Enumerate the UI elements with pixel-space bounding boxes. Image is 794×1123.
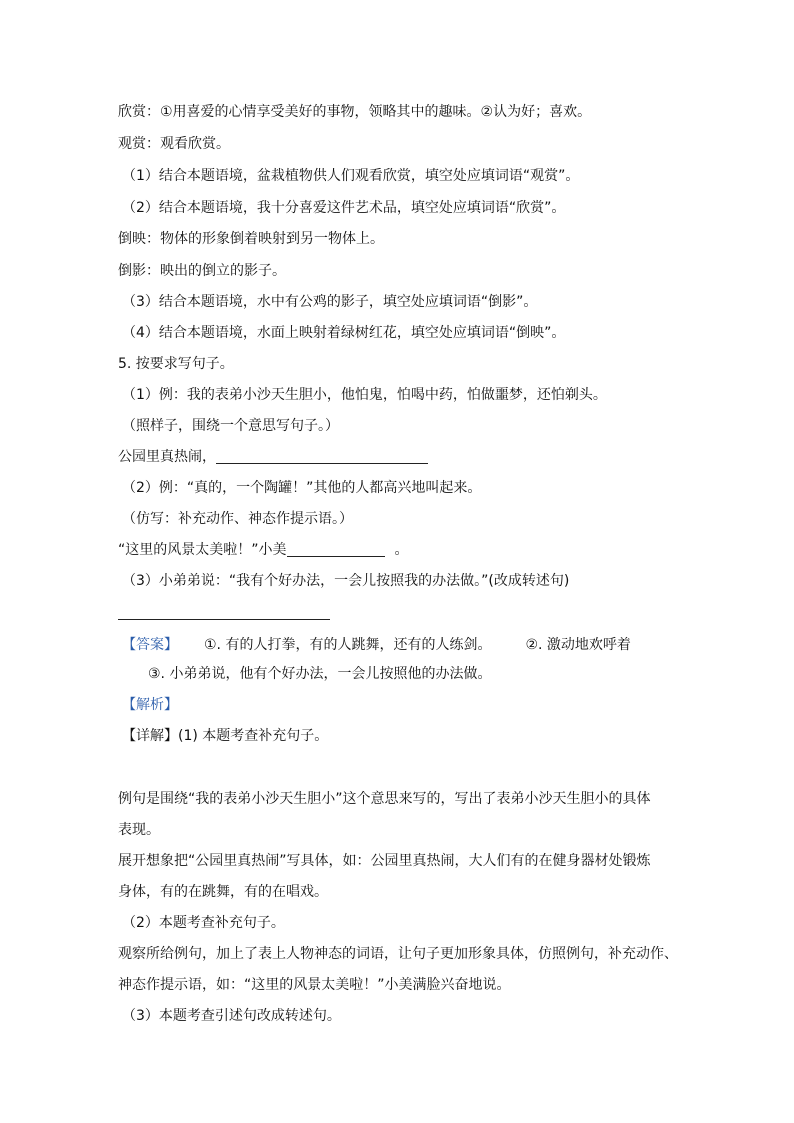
text-line: （2）结合本题语境，我十分喜爱这件艺术品，填空处应填词语“欣赏”。 — [122, 200, 566, 216]
question-heading: 5. 按要求写句子。 — [118, 356, 234, 372]
answer-item: ①. 有的人打拳，有的人跳舞，还有的人练剑。 — [204, 637, 492, 653]
text-fragment: 公园里真热闹， — [118, 449, 216, 465]
text-line: （1）结合本题语境，盆栽植物供人们观看欣赏，填空处应填词语“观赏”。 — [122, 168, 580, 184]
answer-blank[interactable] — [287, 542, 385, 557]
text-line: 例句是围绕“我的表弟小沙天生胆小”这个意思来写的，写出了表弟小沙天生胆小的具体 — [118, 791, 651, 807]
text-line: （3）本题考查引述句改成转述句。 — [122, 1008, 341, 1024]
answer-item: ②. 激动地欢呼着 — [525, 637, 631, 653]
answer-item: ③. 小弟弟说，他有个好办法，一会儿按照他的办法做。 — [148, 666, 492, 682]
text-line: （2）例：“真的，一个陶罐！”其他的人都高兴地叫起来。 — [122, 480, 482, 496]
text-line: （3）结合本题语境，水中有公鸡的影子，填空处应填词语“倒影”。 — [122, 294, 538, 310]
text-line: （4）结合本题语境，水面上映射着绿树红花，填空处应填词语“倒映”。 — [122, 325, 566, 341]
text-line: 身体，有的在跳舞，有的在唱戏。 — [118, 884, 328, 900]
answer-label: 【答案】 — [122, 637, 178, 653]
text-line: （1）例：我的表弟小沙天生胆小，他怕鬼，怕喝中药，怕做噩梦，还怕剃头。 — [122, 387, 607, 403]
text-line: 欣赏：①用喜爱的心情享受美好的事物，领略其中的趣味。②认为好；喜欢。 — [118, 104, 592, 120]
text-line: （3）小弟弟说：“我有个好办法，一会儿按照我的办法做。”(改成转述句) — [122, 573, 570, 589]
text-line: （照样子，围绕一个意思写句子。） — [122, 418, 339, 434]
text-fragment: 。 — [394, 542, 409, 558]
answer-line — [122, 635, 631, 655]
text-line: 观赏：观看欣赏。 — [118, 136, 230, 152]
text-fragment: (1) 本题考查补充句子。 — [178, 728, 329, 744]
text-line: 表现。 — [118, 822, 160, 838]
text-line: 倒映：物体的形象倒着映射到另一物体上。 — [118, 231, 384, 247]
fill-in-line — [118, 447, 428, 467]
fill-in-line — [118, 540, 409, 560]
text-line: （仿写：补充动作、神态作提示语。） — [122, 511, 353, 527]
answer-blank[interactable] — [118, 619, 330, 620]
text-line: （2）本题考查补充句子。 — [122, 915, 285, 931]
answer-blank[interactable] — [216, 449, 428, 464]
analysis-label: 【解析】 — [122, 697, 178, 713]
text-line: 观察所给例句，加上了表上人物神态的词语，让句子更加形象具体，仿照例句，补充动作、 — [118, 946, 678, 962]
detail-label: 【详解】 — [122, 728, 178, 744]
detail-line — [122, 726, 328, 746]
text-line: 倒影：映出的倒立的影子。 — [118, 263, 286, 279]
text-line: 展开想象把“公园里真热闹”写具体，如：公园里真热闹，大人们有的在健身器材处锻炼 — [118, 853, 651, 869]
text-fragment: “这里的风景太美啦！”小美 — [118, 542, 287, 558]
text-line: 神态作提示语，如：“这里的风景太美啦！”小美满脸兴奋地说。 — [118, 977, 511, 993]
